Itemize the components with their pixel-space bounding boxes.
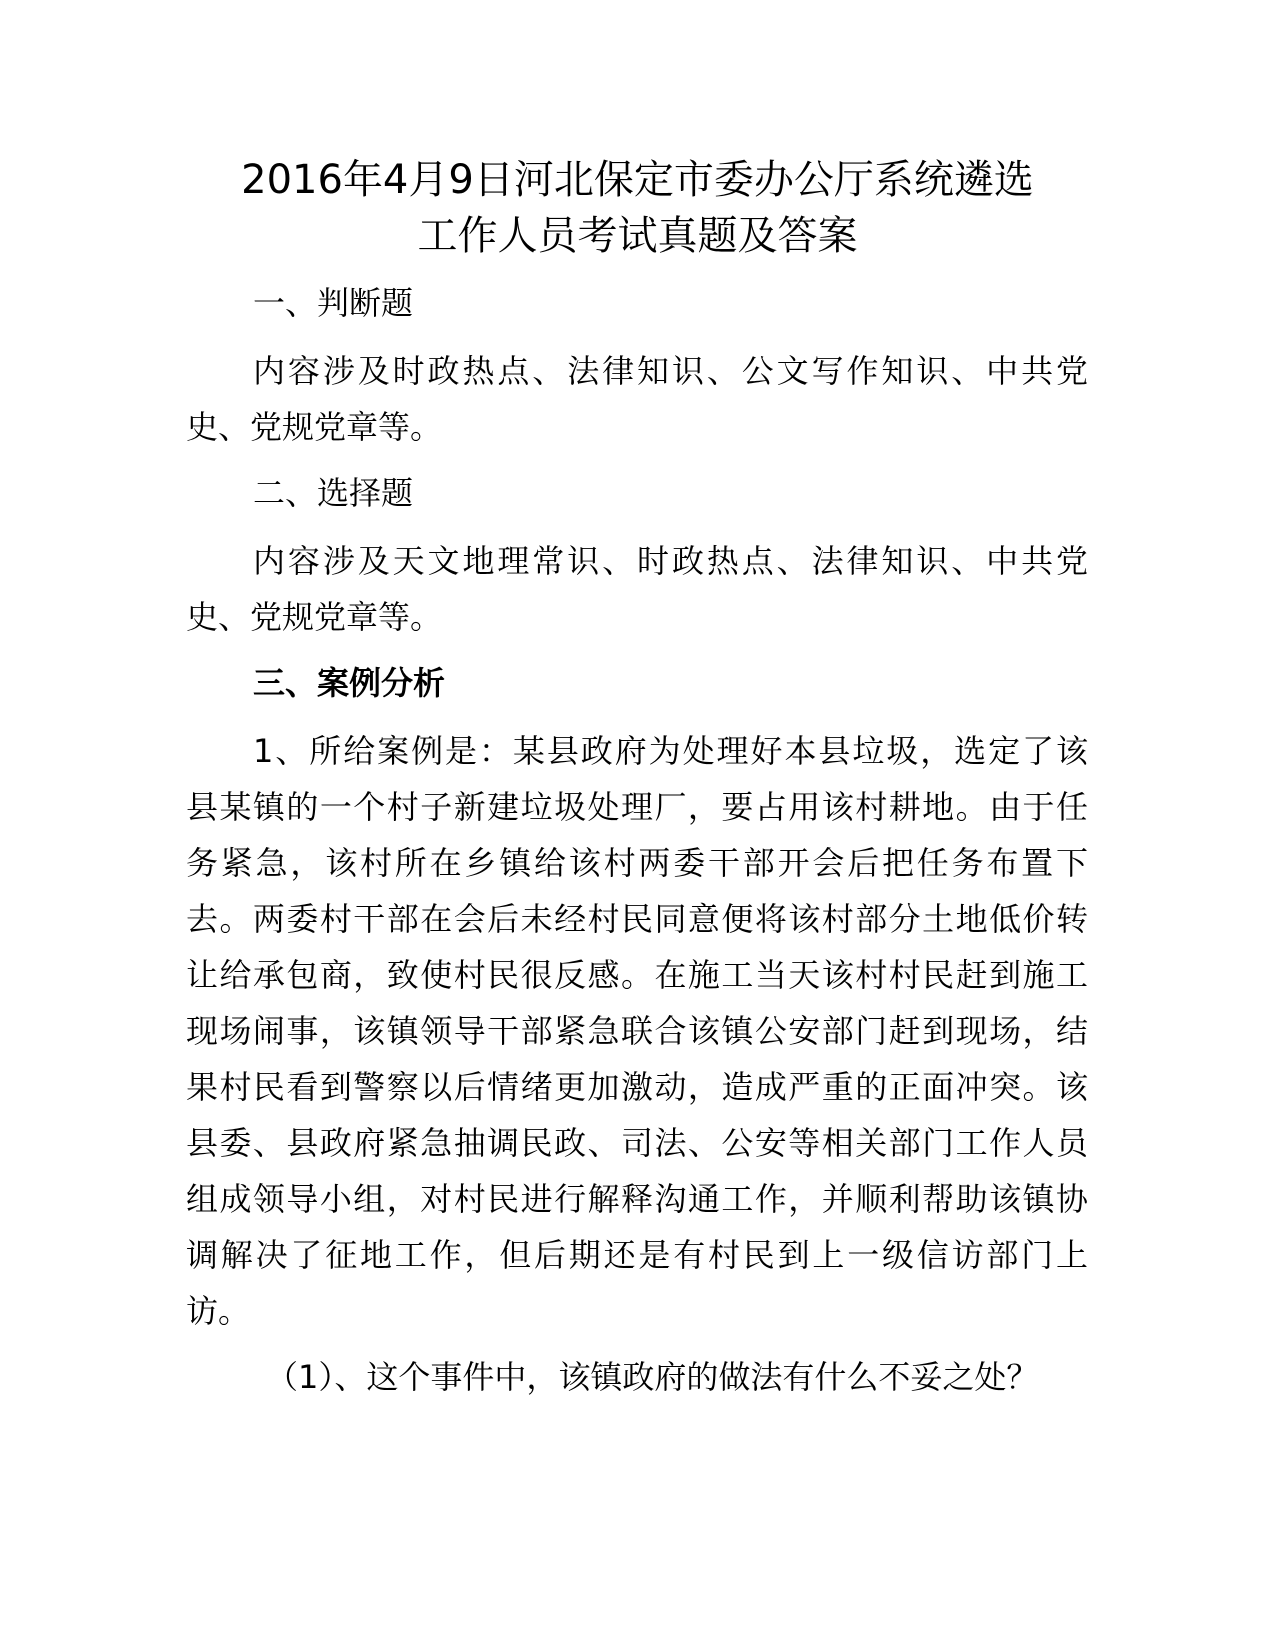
section-heading-case-analysis: 三、案例分析 (253, 664, 446, 702)
title-line-1: 2016年4月9日河北保定市委办公厅系统遴选 (241, 157, 1034, 203)
case-paragraph-line: 县委、县政府紧急抽调民政、司法、公安等相关部门工作人员 (186, 1124, 1088, 1162)
section1-paragraph-line: 内容涉及时政热点、法律知识、公文写作知识、中共党 (253, 352, 1088, 390)
case-paragraph-line: 务紧急，该村所在乡镇给该村两委干部开会后把任务布置下 (186, 844, 1088, 882)
case-paragraph-line: 访。 (186, 1292, 251, 1330)
case-paragraph-line: 县某镇的一个村子新建垃圾处理厂，要占用该村耕地。由于任 (186, 788, 1088, 826)
case-paragraph-line: 1、所给案例是：某县政府为处理好本县垃圾，选定了该 (253, 732, 1088, 770)
case-paragraph-line: 调解决了征地工作，但后期还是有村民到上一级信访部门上 (186, 1236, 1088, 1274)
case-paragraph-line: 去。两委村干部在会后未经村民同意便将该村部分土地低价转 (186, 900, 1088, 938)
section2-paragraph-line: 内容涉及天文地理常识、时政热点、法律知识、中共党 (253, 542, 1088, 580)
case-paragraph-line: 现场闹事，该镇领导干部紧急联合该镇公安部门赶到现场，结 (186, 1012, 1088, 1050)
case-paragraph-line: 果村民看到警察以后情绪更加激动，造成严重的正面冲突。该 (186, 1068, 1088, 1106)
title-line-2: 工作人员考试真题及答案 (417, 213, 858, 259)
section1-paragraph-line: 史、党规党章等。 (186, 408, 443, 446)
section2-paragraph-line: 史、党规党章等。 (186, 598, 443, 636)
section-heading-judgement: 一、判断题 (253, 284, 414, 322)
document-title (140, 152, 1135, 264)
case-paragraph-line: 组成领导小组，对村民进行解释沟通工作，并顺利帮助该镇协 (186, 1180, 1088, 1218)
section-heading-choice: 二、选择题 (253, 474, 414, 512)
question-1: （1）、这个事件中，该镇政府的做法有什么不妥之处？ (266, 1358, 1039, 1396)
case-paragraph-line: 让给承包商，致使村民很反感。在施工当天该村村民赶到施工 (186, 956, 1088, 994)
